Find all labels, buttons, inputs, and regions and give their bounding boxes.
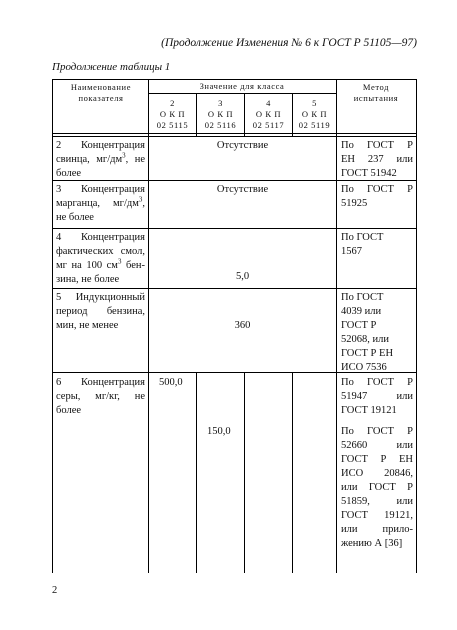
- row-method-manganese: По ГОСТ Р 51925: [341, 184, 413, 209]
- table-line: [292, 372, 293, 573]
- row-method-resins: По ГОСТ 1567: [341, 232, 384, 257]
- row-value-induction: 360: [234, 320, 251, 331]
- row-name-lead: 2 Концентрация свинца, $мг/дм^3$, не более: [56, 140, 145, 179]
- table-line: [52, 133, 416, 134]
- row-value-resins: 5,0: [235, 271, 250, 282]
- row-name-induction: 5 Индукционный период бензина, мин, не менее: [56, 292, 145, 331]
- row-name-resins: 4 Концентрация фактических смол, мг на 100 $см^3$ бен- зина, не более: [56, 232, 145, 285]
- table-line: [52, 136, 416, 137]
- row-value-sulfur-class2: 500,0: [159, 377, 183, 388]
- class-header-4: 4 О К П 02 5117: [252, 98, 285, 130]
- table-line: [244, 372, 245, 573]
- row-value-manganese: Отсутствие: [216, 184, 269, 195]
- table-line: [52, 79, 53, 573]
- table-line: [336, 79, 337, 573]
- row-method-induction: По ГОСТ 4039 или ГОСТ Р 52068, или ГОСТ Р ЕН ИСО 7536: [341, 292, 394, 373]
- table-line: [52, 228, 416, 229]
- table-line: [416, 79, 417, 573]
- column-header-method: Метод испытания: [353, 82, 399, 103]
- table-line: [52, 288, 416, 289]
- table-caption: Продолжение таблицы 1: [52, 61, 171, 73]
- class-header-5: 5 О К П 02 5119: [298, 98, 331, 130]
- row-value-lead: Отсутствие: [216, 140, 269, 151]
- row-name-sulfur: 6 Концентрация серы, мг/кг, не более: [56, 377, 145, 416]
- table-line: [148, 93, 336, 94]
- table-line: [52, 79, 416, 80]
- class-header-2: 2 О К П 02 5115: [156, 98, 189, 130]
- table-line: [196, 372, 197, 573]
- row-method-sulfur-a: По ГОСТ Р 51947 или ГОСТ 19121: [341, 377, 413, 416]
- row-value-sulfur-class3: 150,0: [207, 426, 231, 437]
- row-method-sulfur-b: По ГОСТ Р 52660 или ГОСТ Р ЕН ИСО 20846, или ГОСТ Р 51859, или ГОСТ 19121, или прило- жению А [36]: [341, 426, 413, 549]
- document-header-title: (Продолжение Изменения № 6 к ГОСТ Р 51105—97): [161, 37, 417, 49]
- column-header-value: Значение для класса: [199, 81, 285, 91]
- row-method-lead: По ГОСТ Р ЕН 237 или ГОСТ 51942: [341, 140, 413, 179]
- row-name-manganese: 3 Концентрация марганца, $мг/дм^3$, не более: [56, 184, 145, 223]
- page-number: 2: [52, 585, 58, 596]
- column-header-name: Наименование показателя: [70, 82, 132, 103]
- class-header-3: 3 О К П 02 5116: [204, 98, 237, 130]
